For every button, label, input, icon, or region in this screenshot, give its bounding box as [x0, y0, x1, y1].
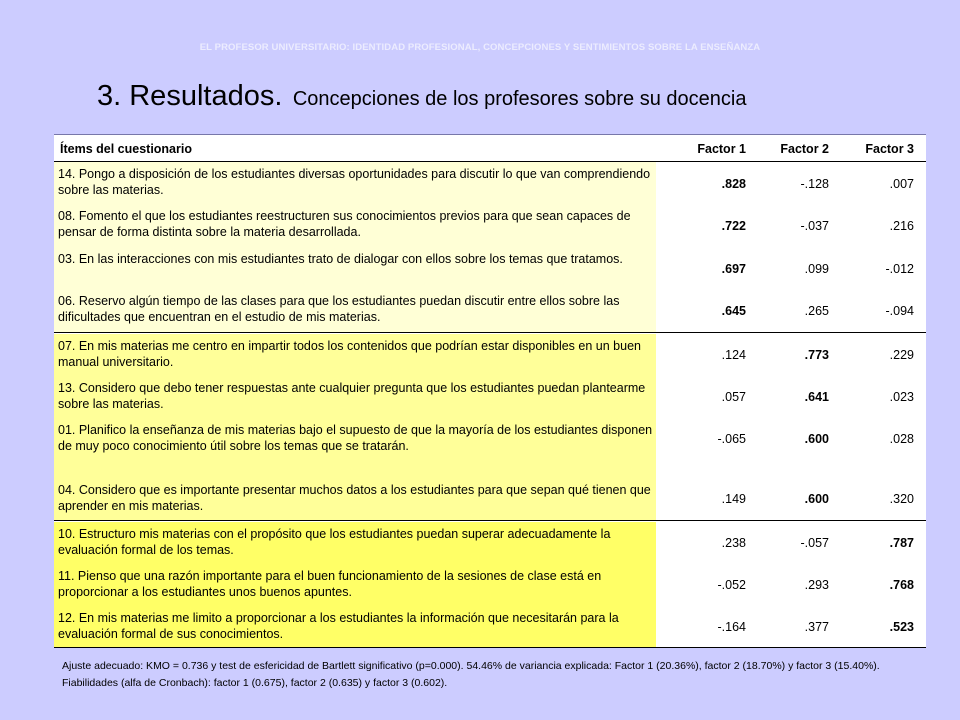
factor1-group	[54, 162, 926, 333]
factor3-value: .768	[889, 578, 914, 592]
factor3-value: -.012	[885, 262, 914, 276]
column-header-factor3: Factor 3	[865, 142, 914, 156]
factor1-value: .645	[721, 304, 746, 318]
factor1-value: .828	[721, 177, 746, 191]
factor1-value: .124	[721, 348, 746, 362]
item-text: 01. Planifico la enseñanza de mis materias bajo el supuesto de que la mayoría de los estudiantes disponen de muy poco conocimiento útil sobre los temas que se tratarán.	[58, 423, 653, 453]
item-text: 12. En mis materias me limito a proporcionar a los estudiantes la información que necesitarán para la evaluación formal de sus conocimientos.	[58, 611, 619, 641]
factor1-value: .057	[721, 390, 746, 404]
factor1-value: -.065	[717, 432, 746, 446]
table-row	[54, 418, 926, 478]
table-row	[54, 478, 926, 520]
factor2-value: .600	[804, 432, 829, 446]
item-text: 04. Considero que es importante presentar muchos datos a los estudiantes para que sepan qué tienen que aprender en mis materias.	[58, 483, 651, 513]
factor2-value: .377	[804, 620, 829, 634]
factor3-value: .787	[889, 536, 914, 550]
table-row	[54, 522, 926, 564]
title-sub: Concepciones de los profesores sobre su docencia	[292, 88, 747, 110]
title-main: 3. Resultados.	[97, 80, 283, 112]
factor3-value: .007	[889, 177, 914, 191]
table-row	[54, 162, 926, 204]
factor1-value: .149	[721, 492, 746, 506]
table-row	[54, 564, 926, 606]
table-row	[54, 376, 926, 418]
factor2-value: .099	[804, 262, 829, 276]
factor1-value: .238	[721, 536, 746, 550]
factor3-value: -.094	[885, 304, 914, 318]
factor2-value: .265	[804, 304, 829, 318]
item-text: 03. En las interacciones con mis estudiantes trato de dialogar con ellos sobre los temas que tratamos.	[58, 252, 623, 266]
factor1-value: .697	[721, 262, 746, 276]
footnote: Ajuste adecuado: KMO = 0.736 y test de esfericidad de Bartlett significativo (p=0.000). 54.46% de variancia explicada: Factor 1 (20.36%), factor 2 (18.70%) y factor 3 (15.40%). Fiabilidades (alfa de Cronbach): factor 1 (0.675), factor 2 (0.635) y factor 3 (0.602).	[62, 660, 880, 689]
table-row	[54, 289, 926, 332]
factor3-group	[54, 522, 926, 648]
factor1-value: -.164	[717, 620, 746, 634]
slide-title	[97, 80, 746, 113]
factor2-value: .641	[804, 390, 829, 404]
factor3-value: .320	[889, 492, 914, 506]
column-header-factor1: Factor 1	[697, 142, 746, 156]
item-text: 08. Fomento el que los estudiantes reestructuren sus conocimientos previos para que sean capaces de pensar de forma distinta sobre la materia desarrollada.	[58, 209, 631, 239]
item-text: 11. Pienso que una razón importante para el buen funcionamiento de la sesiones de clase está en proporcionar a los estudiantes unos buenos apuntes.	[58, 569, 602, 599]
item-text: 14. Pongo a disposición de los estudiantes diversas oportunidades para discutir lo que van comprendiendo sobre las materias.	[58, 167, 651, 197]
table-row	[54, 606, 926, 648]
slide-header: EL PROFESOR UNIVERSITARIO: IDENTIDAD PROFESIONAL, CONCEPCIONES Y SENTIMIENTOS SOBRE LA ENSEÑANZA	[199, 42, 761, 53]
item-text: 06. Reservo algún tiempo de las clases para que los estudiantes puedan discutir entre ellos sobre las dificultades que encuentran en el estudio de mis materias.	[58, 294, 620, 324]
factor2-value: -.037	[800, 219, 829, 233]
table-row	[54, 247, 926, 289]
factor-table	[54, 134, 926, 648]
item-text: 13. Considero que debo tener respuestas ante cualquier pregunta que los estudiantes puedan plantearme sobre las materias.	[58, 381, 646, 411]
factor2-value: .600	[804, 492, 829, 506]
factor3-value: .229	[889, 348, 914, 362]
factor3-value: .216	[889, 219, 914, 233]
column-header-factor2: Factor 2	[780, 142, 829, 156]
item-text: 10. Estructuro mis materias con el propósito que los estudiantes puedan superar adecuadamente la evaluación formal de los temas.	[58, 527, 611, 557]
factor3-value: .028	[889, 432, 914, 446]
factor2-value: .773	[804, 348, 829, 362]
table-row	[54, 204, 926, 247]
factor1-value: -.052	[717, 578, 746, 592]
item-text: 07. En mis materias me centro en impartir todos los contenidos que podrían estar disponibles en un buen manual universitario.	[58, 339, 641, 369]
factor2-value: .293	[804, 578, 829, 592]
column-header-items: Ítems del cuestionario	[60, 142, 192, 156]
factor3-value: .023	[889, 390, 914, 404]
table-header	[54, 134, 926, 162]
table-row	[54, 334, 926, 376]
factor3-value: .523	[889, 620, 914, 634]
factor2-value: -.057	[800, 536, 829, 550]
factor1-value: .722	[721, 219, 746, 233]
factor2-group	[54, 334, 926, 521]
factor2-value: -.128	[800, 177, 829, 191]
